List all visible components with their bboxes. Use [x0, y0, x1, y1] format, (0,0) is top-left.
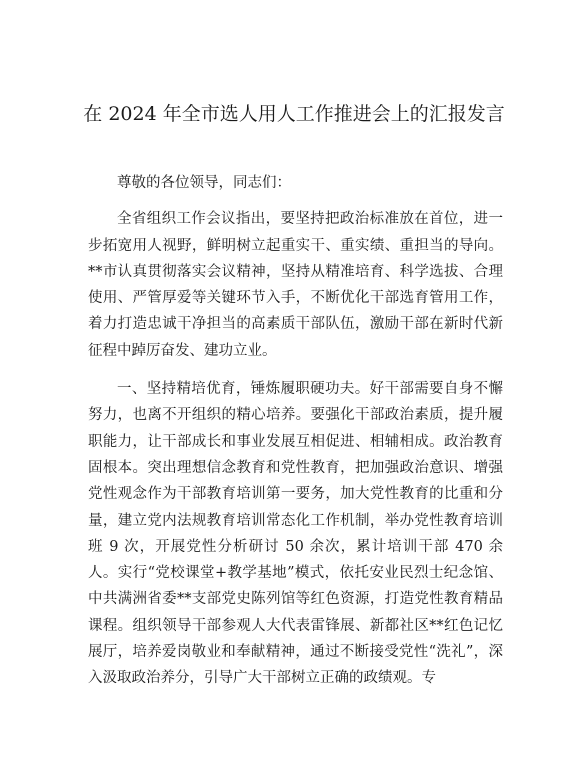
- paragraph-section-one: 一、坚持精培优育，锤炼履职硬功夫。好干部需要自身不懈努力，也离不开组织的精心培养。要强化干部政治素质，提升履职能力，让干部成长和事业发展互相促进、相辅相成。政治教育固根本。突出理想信念教育和党性教育，把加强政治意识、增强党性观念作为干部教育培训第一要务，加大党性教育的比重和分量，建立党内法规教育培训常态化工作机制，举办党性教育培训班 9 次，开展党性分析研讨 50 余次，累计培训干部 470 余人。实行“党校课堂+教学基地”模式，依托安业民烈士纪念馆、中共满洲省委**支部党史陈列馆等红色资源，打造党性教育精品课程。组织领导干部参观人大代表雷锋展、新都社区**红色记忆展厅，培养爱岗敬业和奉献精神，通过不断接受党性“洗礼”，深入汲取政治养分，引导广大干部树立正确的政绩观。专: [88, 381, 503, 687]
- greeting: 尊敬的各位领导，同志们：: [117, 175, 291, 191]
- document-title: 在 2024 年全市选人用人工作推进会上的汇报发言: [83, 103, 505, 125]
- document-body: [88, 170, 503, 692]
- paragraph-intro: 全省组织工作会议指出，要坚持把政治标准放在首位，进一步拓宽用人视野，鲜明树立起重实干、重实绩、重担当的导向。**市认真贯彻落实会议精神，坚持从精准培育、科学选拔、合理使用、严管厚爱等关键环节入手，不断优化干部选育管用工作，着力打造忠诚干净担当的高素质干部队伍，激励干部在新时代新征程中踔厉奋发、建功立业。: [88, 211, 503, 359]
